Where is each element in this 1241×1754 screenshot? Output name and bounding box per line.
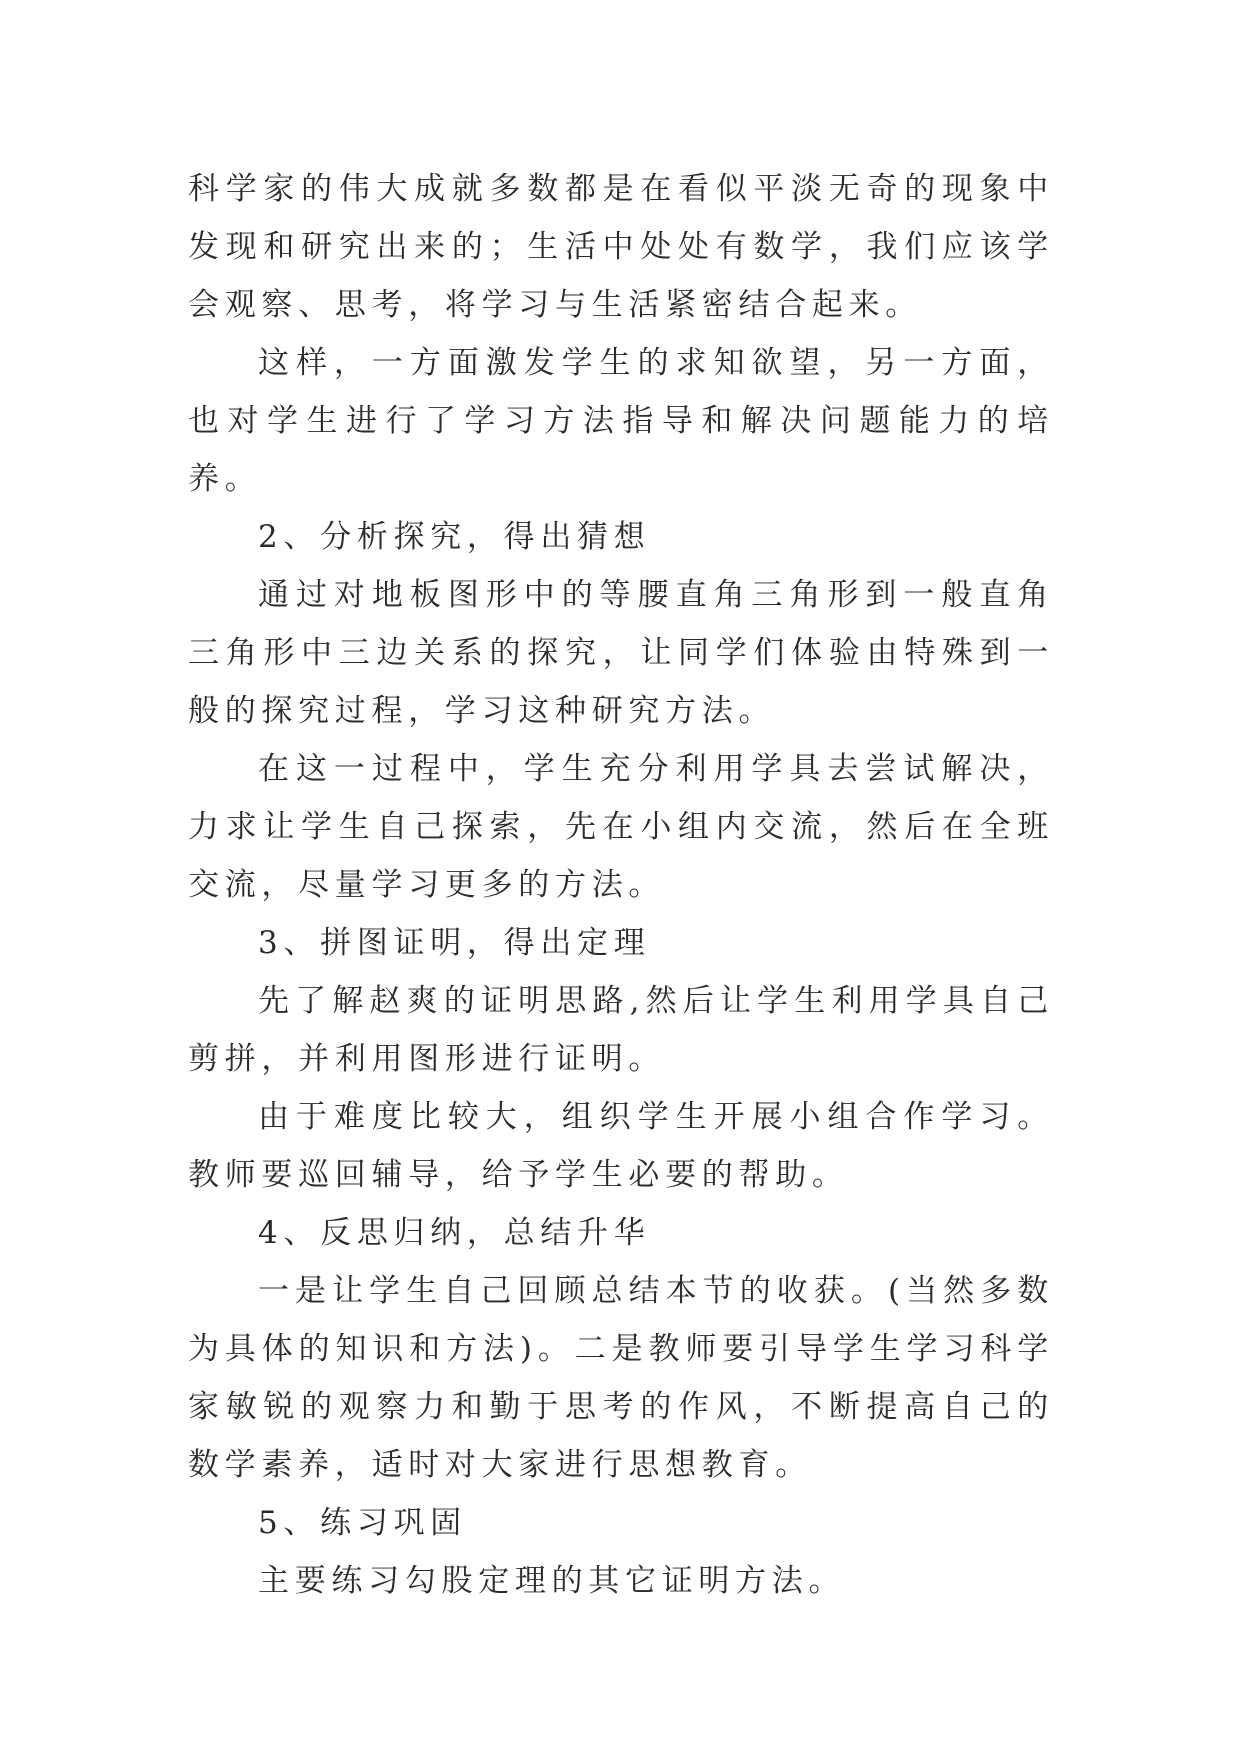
paragraph-2: 这样，一方面激发学生的求知欲望，另一方面，也对学生进行了学习方法指导和解决问题能力的培养。 <box>188 345 1054 497</box>
paragraph-7: 一是让学生自己回顾总结本节的收获。(当然多数为具体的知识和方法)。二是教师要引导学生学习科学家敏锐的观察力和勤于思考的作风，不断提高自己的数学素养，适时对大家进行思想教育。 <box>188 1273 1054 1483</box>
section-heading-4: 4、反思归纳，总结升华 <box>258 1215 651 1251</box>
paragraph-1: 科学家的伟大成就多数都是在看似平淡无奇的现象中发现和研究出来的；生活中处处有数学，我们应该学会观察、思考，将学习与生活紧密结合起来。 <box>188 171 1054 323</box>
section-heading-5: 5、练习巩固 <box>258 1505 467 1541</box>
document-body <box>188 160 1054 1610</box>
paragraph-5: 先了解赵爽的证明思路,然后让学生利用学具自己剪拼，并利用图形进行证明。 <box>188 983 1054 1077</box>
section-heading-3: 3、拼图证明，得出定理 <box>258 925 651 961</box>
paragraph-8: 主要练习勾股定理的其它证明方法。 <box>258 1563 846 1599</box>
paragraph-4: 在这一过程中，学生充分利用学具去尝试解决，力求让学生自己探索，先在小组内交流，然后在全班交流，尽量学习更多的方法。 <box>188 751 1054 903</box>
paragraph-3: 通过对地板图形中的等腰直角三角形到一般直角三角形中三边关系的探究，让同学们体验由特殊到一般的探究过程，学习这种研究方法。 <box>188 577 1054 729</box>
section-heading-2: 2、分析探究，得出猜想 <box>258 519 651 555</box>
paragraph-6: 由于难度比较大，组织学生开展小组合作学习。教师要巡回辅导，给予学生必要的帮助。 <box>188 1099 1054 1193</box>
